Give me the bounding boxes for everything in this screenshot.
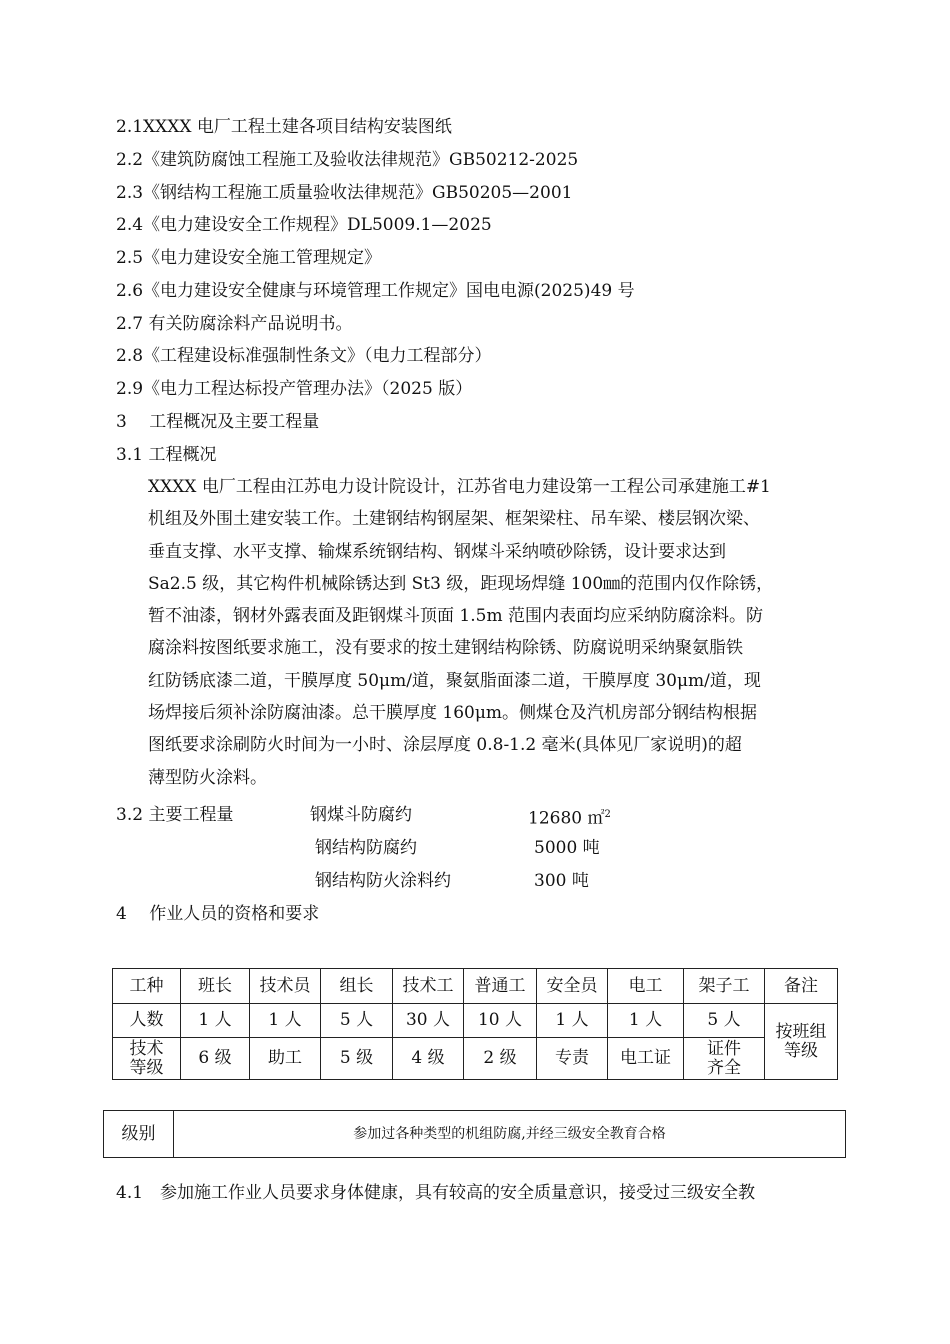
level-row: [103, 1110, 846, 1158]
quantity-item: 钢结构防腐约: [315, 838, 417, 858]
overview-line: 腐涂料按图纸要求施工，没有要求的按土建钢结构除锈、防腐说明采纳聚氨脂铁: [148, 638, 743, 659]
table-header-cell: 技术员: [250, 969, 321, 1004]
overview-line: 场焊接后须补涂防腐油漆。总干膜厚度 160μm。侧煤仓及汽机房部分钢结构根据: [148, 703, 758, 724]
table-header-cell: 架子工: [684, 969, 765, 1004]
table-header-cell: 组长: [321, 969, 393, 1004]
table-header-row: [113, 969, 838, 1004]
table-cell: 30 人: [393, 1004, 464, 1038]
quantity-item: 钢结构防火涂料约: [315, 871, 451, 891]
table-cell: 5 级: [321, 1038, 393, 1080]
table-header-cell: 普通工: [464, 969, 537, 1004]
ref-2-1: 2.1XXXX 电厂工程土建各项目结构安装图纸: [116, 117, 452, 137]
quantity-item: 钢煤斗防腐约: [310, 805, 412, 825]
ref-2-3: 2.3《钢结构工程施工质量验收法律规范》GB50205—2001: [116, 183, 573, 203]
table-cell: 1 人: [537, 1004, 608, 1038]
overview-line: 图纸要求涂刷防火时间为一小时、涂层厚度 0.8-1.2 毫米(具体见厂家说明)的超: [148, 735, 742, 756]
table-cell: 10 人: [464, 1004, 537, 1038]
item-4-1: 4.1 参加施工作业人员要求身体健康，具有较高的安全质量意识，接受过三级安全教: [116, 1183, 756, 1203]
table-cell: 人数: [113, 1004, 181, 1038]
table-header-cell: 电工: [608, 969, 684, 1004]
overview-line: XXXX 电厂工程由江苏电力设计院设计，江苏省电力建设第一工程公司承建施工#1: [148, 477, 771, 497]
table-header-cell: 班长: [181, 969, 250, 1004]
level-label: 级别: [104, 1111, 174, 1157]
table-cell: 1 人: [608, 1004, 684, 1038]
staff-table: [112, 968, 838, 1080]
table-cell: 1 人: [181, 1004, 250, 1038]
quantity-amount: 300 吨: [534, 871, 589, 891]
overview-line: 红防锈底漆二道，干膜厚度 50μm/道，聚氨脂面漆二道，干膜厚度 30μm/道，现: [148, 670, 761, 691]
section-3-heading: 3 工程概况及主要工程量: [116, 412, 320, 432]
overview-paragraph: [148, 471, 848, 794]
table-row: [113, 1038, 838, 1080]
table-header-cell: 备注: [765, 969, 838, 1004]
table-cell: 专责: [537, 1038, 608, 1080]
overview-line: 机组及外围土建安装工作。土建钢结构钢屋架、框架梁柱、吊车梁、楼层钢次梁、: [148, 509, 760, 530]
section-3-1-heading: 3.1 工程概况: [116, 445, 217, 465]
ref-2-7: 2.7 有关防腐涂料产品说明书。: [116, 314, 353, 334]
ref-2-9: 2.9《电力工程达标投产管理办法》（2025 版）: [116, 379, 473, 399]
table-cell: 电工证: [608, 1038, 684, 1080]
ref-2-4: 2.4《电力建设安全工作规程》DL5009.1—2025: [116, 215, 492, 235]
table-header-cell: 技术工: [393, 969, 464, 1004]
table-row: [113, 1004, 838, 1038]
overview-line: 薄型防火涂料。: [148, 767, 267, 788]
quantity-amount: [528, 803, 611, 831]
table-cell: 4 级: [393, 1038, 464, 1080]
quantity-amount: 5000 吨: [534, 838, 600, 858]
ref-2-8: 2.8《工程建设标准强制性条文》（电力工程部分）: [116, 346, 492, 366]
ref-2-5: 2.5《电力建设安全施工管理规定》: [116, 248, 382, 268]
overview-line: 暂不油漆，钢材外露表面及距钢煤斗顶面 1.5m 范围内表面均应采纳防腐涂料。防: [148, 606, 763, 627]
table-cell: 2 级: [464, 1038, 537, 1080]
section-3-2-heading: 3.2 主要工程量: [116, 805, 234, 825]
ref-2-2: 2.2《建筑防腐蚀工程施工及验收法律规范》GB50212-2025: [116, 150, 579, 170]
quantity-amount-value: 12680 ㎡: [528, 808, 605, 829]
level-text: 参加过各种类型的机组防腐,并经三级安全教育合格: [353, 1126, 666, 1142]
ref-2-6: 2.6《电力建设安全健康与环境管理工作规定》国电电源(2025)49 号: [116, 281, 635, 301]
section-4-heading: 4 作业人员的资格和要求: [116, 904, 320, 924]
table-cell: 6 级: [181, 1038, 250, 1080]
overview-line: 垂直支撑、水平支撑、输煤系统钢结构、钢煤斗采纳喷砂除锈，设计要求达到: [148, 541, 726, 562]
table-header-cell: 安全员: [537, 969, 608, 1004]
table-cell: 1 人: [250, 1004, 321, 1038]
table-header-cell: 工种: [113, 969, 181, 1004]
table-cell: 5 人: [684, 1004, 765, 1038]
table-cell: 5 人: [321, 1004, 393, 1038]
table-cell: 证件齐全: [684, 1038, 765, 1080]
table-cell: 助工: [250, 1038, 321, 1080]
quantity-amount-superscript: 2: [604, 809, 611, 820]
overview-line: Sa2.5 级，其它构件机械除锈达到 St3 级，距现场焊缝 100㎜的范围内仅作除锈，: [148, 573, 774, 594]
table-row-label: 技术等级: [113, 1038, 181, 1080]
remark-cell: 按班组等级: [765, 1004, 838, 1080]
